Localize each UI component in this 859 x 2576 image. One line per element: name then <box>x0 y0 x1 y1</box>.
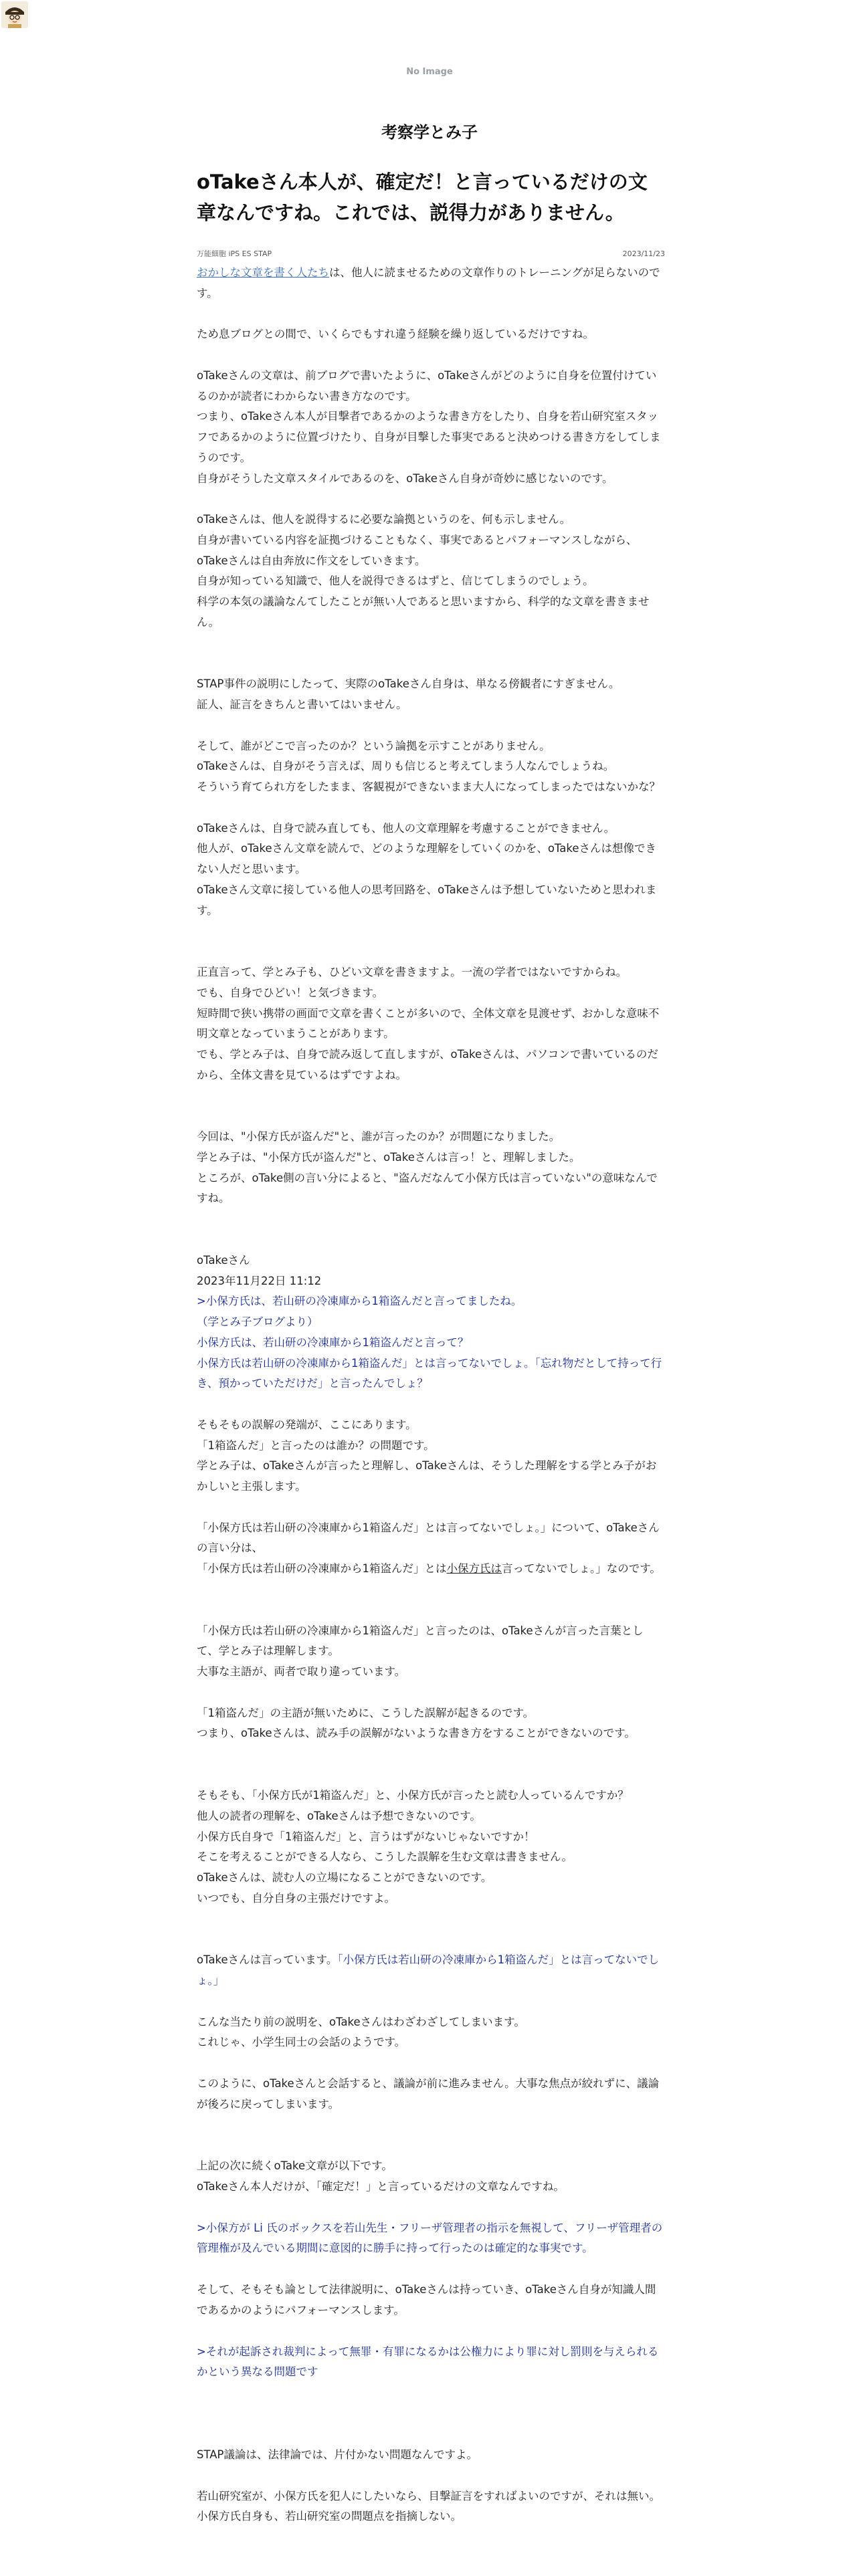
paragraph: oTakeさんは、自身で読み直しても、他人の文章理解を考慮することができません。 <box>197 821 615 835</box>
quote-line: 小保方氏は若山研の冷凍庫から1箱盗んだ」とは言ってないでしょ。「忘れ物だとして持って行き、預かっていただけだ」と言ったんでしょ？ <box>197 1356 662 1390</box>
paragraph: 学とみ子は、"小保方氏が盗んだ"と、oTakeさんは言っ！と、理解しました。 <box>197 1151 581 1164</box>
paragraph: 「小保方氏は若山研の冷凍庫から1箱盗んだ」と言ったのは、oTakeさんが言った言葉として、学とみ子は理解します。 <box>197 1624 644 1658</box>
text: 言ってないでしょ。」なのです。 <box>502 1562 661 1576</box>
paragraph: でも、学とみ子は、自身で読み返して直しますが、oTakeさんは、パソコンで書いているのだから、全体文書を見ているはずですよね。 <box>197 1047 658 1081</box>
quote-line: （学とみ子ブログより） <box>197 1315 318 1329</box>
paragraph: 他人の読者の理解を、oTakeさんは予想できないのです。 <box>197 1809 481 1822</box>
spacer <box>197 1765 665 1786</box>
quote-line: >小保方が Li 氏のボックスを若山先生・フリーザ管理者の指示を無視して、フリーザ管理者の管理権が及んでいる期間に意図的に勝手に持って行ったのは確定的な事実です。 <box>197 2221 663 2255</box>
paragraph: oTakeさん文章に接している他人の思考回路を、oTakeさんは予想していないためと思われます。 <box>197 883 657 917</box>
quote-line: 小保方氏は、若山研の冷凍庫から1箱盗んだと言って？ <box>197 1335 469 1349</box>
spacer <box>197 304 665 324</box>
paragraph: そういう育てられ方をしたまま、客観視ができないまま大人になってしまったではないかな？ <box>197 780 660 794</box>
paragraph: oTakeさんの文章は、前ブログで書いたように、oTakeさんがどのように自身を位置付けているのかが読者にわからない書き方なのです。 <box>197 369 657 403</box>
paragraph: 今回は、"小保方氏が盗んだ"と、誰が言ったのか？が問題になりました。 <box>197 1130 561 1144</box>
spacer <box>197 653 665 674</box>
quote-line: >小保方氏は、若山研の冷凍庫から1箱盗んだと言ってましたね。 <box>197 1295 522 1308</box>
paragraph: oTakeさんは、読む人の立場になることができないのです。 <box>197 1870 492 1884</box>
spacer <box>197 2115 665 2135</box>
paragraph: こんな当たり前の説明を、oTakeさんはわざわざしてしまいます。 <box>197 2015 525 2028</box>
header-image-placeholder: No Image <box>406 67 453 77</box>
spacer <box>197 2424 665 2445</box>
paragraph: そもそも、「小保方氏が1箱盗んだ」と、小保方氏が言ったと読む人っているんですか？ <box>197 1789 629 1802</box>
spacer <box>197 2466 665 2486</box>
paragraph: 科学の本気の議論なんてしたことが無い人であると思いますから、科学的な文章を書きません。 <box>197 595 650 629</box>
post-date: 2023/11/23 <box>622 249 665 258</box>
spacer <box>197 798 665 819</box>
avatar[interactable] <box>1 1 28 28</box>
paragraph: oTakeさんは、自身がそう言えば、周りも信じると考えてしまう人なんでしょうね。 <box>197 760 615 773</box>
post-category[interactable]: 万能細胞 iPS ES STAP <box>197 249 272 258</box>
paragraph <box>197 1559 665 1580</box>
spacer <box>197 2197 665 2218</box>
paragraph: そもそもの誤解の発端が、ここにあります。 <box>197 1418 417 1431</box>
spacer <box>197 1085 665 1106</box>
post-meta <box>197 249 665 259</box>
underlined-text: 小保方氏は <box>446 1562 502 1576</box>
text: は、他人に読ませるための文章作りのトレーニングが足らないのです。 <box>197 266 660 300</box>
spacer <box>197 2321 665 2342</box>
comment-author: oTakeさん <box>197 1254 250 1267</box>
spacer <box>197 716 665 736</box>
paragraph: このように、oTakeさんと会話すると、議論が前に進みません。大事な焦点が絞れずに、議論が後ろに戻ってしまいます。 <box>197 2077 660 2111</box>
paragraph: そして、そもそも論として法律説明に、oTakeさんは持っていき、oTakeさん自身が知識人間であるかのようにパフォーマンスします。 <box>197 2283 656 2317</box>
paragraph: 自身がそうした文章スタイルであるのを、oTakeさん自身が奇妙に感じないのです。 <box>197 471 613 485</box>
paragraph: 学とみ子は、oTakeさんが言ったと理解し、oTakeさんは、そうした理解をする学とみ子がおかしいと主張します。 <box>197 1459 657 1493</box>
spacer <box>197 1106 665 1127</box>
paragraph <box>197 263 665 304</box>
comment-date: 2023年11月22日 11:12 <box>197 1274 322 1287</box>
spacer <box>197 2383 665 2403</box>
post-body <box>197 263 665 2527</box>
spacer <box>197 2053 665 2074</box>
spacer <box>197 1909 665 1929</box>
paragraph: 「小保方氏は若山研の冷凍庫から1箱盗んだ」とは言ってないでしょ。」について、oTakeさんの言い分は、 <box>197 1521 660 1555</box>
spacer <box>197 1209 665 1230</box>
spacer <box>197 1580 665 1600</box>
paragraph: 小保方氏自身で「1箱盗んだ」と、言うはずがないじゃないですか！ <box>197 1830 535 1843</box>
paragraph: 大事な主語が、両者で取り違っています。 <box>197 1665 406 1679</box>
paragraph: STAP議論は、法律論では、片付かない問題なんですよ。 <box>197 2448 478 2461</box>
spacer <box>197 1744 665 1765</box>
paragraph: これじゃ、小学生同士の会話のようです。 <box>197 2036 406 2049</box>
inline-link[interactable]: おかしな文章を書く人たち <box>197 266 329 280</box>
paragraph: ところが、oTake側の言い分によると、"盗んだなんて小保方氏は言っていない"の意味なんですね。 <box>197 1171 658 1205</box>
paragraph: 自身が知っている知識で、他人を説得できるはずと、信じてしまうのでしょう。 <box>197 574 594 588</box>
paragraph <box>197 1950 665 1991</box>
paragraph: そして、誰がどこで言ったのか？という論拠を示すことがありません。 <box>197 739 551 752</box>
quote-text: 「小保方氏は若山研の冷凍庫から1箱盗んだ」とは言ってないでしょ。」 <box>197 1953 660 1987</box>
spacer <box>197 1992 665 2012</box>
spacer <box>197 1497 665 1518</box>
paragraph: 自身が書いている内容を証拠づけることもなく、事実であるとパフォーマンスしながら、oTakeさんは自由奔放に作文をしていきます。 <box>197 533 638 567</box>
paragraph: つまり、oTakeさん本人が目撃者であるかのような書き方をしたり、自身を若山研究室スタッフであるかのように位置づけたり、自身が目撃した事実であると決めつける書き方をしてしまうのです。 <box>197 410 661 464</box>
spacer <box>197 1394 665 1415</box>
paragraph: STAP事件の説明にしたって、実際のoTakeさん自身は、単なる傍観者にすぎません。 <box>197 677 620 691</box>
spacer <box>197 2259 665 2280</box>
paragraph: 上記の次に続くoTake文章が以下です。 <box>197 2159 393 2173</box>
paragraph: 証人、証言をきちんと書いてはいません。 <box>197 698 407 712</box>
spacer <box>197 489 665 510</box>
spacer <box>197 1929 665 1950</box>
blog-title[interactable]: 考察学とみ子 <box>381 123 478 142</box>
paragraph: 若山研究室が、小保方氏を犯人にしたいなら、目撃証言をすればよいのですが、それは無い。 <box>197 2489 660 2502</box>
paragraph: 短時間で狭い携帯の画面で文章を書くことが多いので、全体文章を見渡せず、おかしな意味不明文章となっていまうことがあります。 <box>197 1006 660 1041</box>
post-title: oTakeさん本人が、確定だ！と言っているだけの文章なんですね。これでは、説得力がありません。 <box>197 171 648 224</box>
text: 「小保方氏は若山研の冷凍庫から1箱盗んだ」とは <box>197 1562 447 1576</box>
spacer <box>197 1230 665 1251</box>
paragraph: 他人が、oTakeさん文章を読んで、どのような理解をしていくのかを、oTakeさんは想像できない人だと思います。 <box>197 842 657 876</box>
text: oTakeさんは言っています。 <box>197 1953 338 1967</box>
paragraph: oTakeさんは、他人を説得するに必要な論拠というのを、何も示しません。 <box>197 513 571 526</box>
spacer <box>197 1683 665 1703</box>
paragraph: oTakeさん本人だけが、「確定だ！」と言っているだけの文章なんですね。 <box>197 2180 565 2193</box>
avatar-icon <box>1 1 28 28</box>
paragraph: 正直言って、学とみ子も、ひどい文章を書きますよ。一流の学者ではないですからね。 <box>197 966 628 979</box>
paragraph: 「1箱盗んだ」と言ったのは誰か？の問題です。 <box>197 1438 435 1452</box>
article <box>197 167 665 2527</box>
spacer <box>197 2135 665 2156</box>
spacer <box>197 942 665 962</box>
spacer <box>197 1600 665 1621</box>
quote-line: >それが起訴され裁判によって無罪・有罪になるかは公権力により罪に対し罰則を与えられるかという異なる問題です <box>197 2345 659 2379</box>
paragraph: 「1箱盗んだ」の主語が無いために、こうした誤解が起きるのです。 <box>197 1706 535 1719</box>
paragraph: そこを考えることができる人なら、こうした誤解を生む文章は書きません。 <box>197 1850 573 1864</box>
spacer <box>197 345 665 366</box>
paragraph: 小保方氏自身も、若山研究室の問題点を指摘しない。 <box>197 2510 462 2523</box>
paragraph: いつでも、自分自身の主張だけですよ。 <box>197 1891 395 1905</box>
paragraph: でも、自身でひどい！と気づきます。 <box>197 986 384 999</box>
paragraph: ため息ブログとの間で、いくらでもすれ違う経験を繰り返しているだけですね。 <box>197 328 594 341</box>
spacer <box>197 633 665 653</box>
paragraph: つまり、oTakeさんは、読み手の誤解がないような書き方をすることができないのです。 <box>197 1727 636 1740</box>
spacer <box>197 921 665 942</box>
spacer <box>197 2403 665 2424</box>
